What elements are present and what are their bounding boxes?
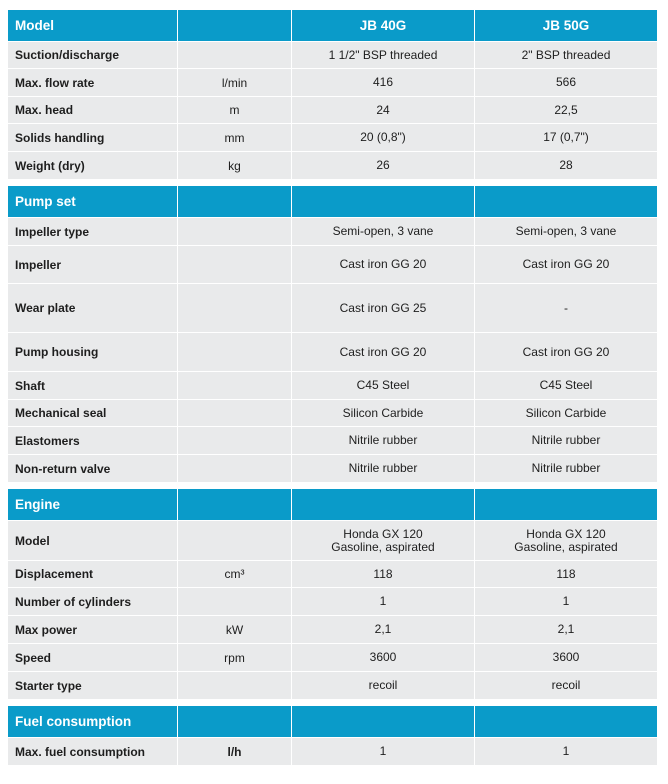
row-unit [178, 284, 292, 333]
row-label: Max. head [8, 97, 178, 124]
table-row [8, 97, 658, 124]
row-label: Number of cylinders [8, 588, 178, 616]
table-row [8, 644, 658, 672]
table-row [8, 152, 658, 180]
row-value-jb40g: 118 [292, 561, 475, 588]
table-row [8, 672, 658, 700]
fuel-title: Fuel consumption [8, 706, 178, 738]
table-row [8, 69, 658, 97]
table-row [8, 588, 658, 616]
table-row [8, 218, 658, 246]
row-label: Pump housing [8, 333, 178, 372]
pump-set-header-row [8, 186, 658, 218]
row-label: Starter type [8, 672, 178, 700]
model-header-unit [178, 10, 292, 42]
row-unit: rpm [178, 644, 292, 672]
row-label: Non-return valve [8, 455, 178, 483]
table-row [8, 561, 658, 588]
row-label: Model [8, 521, 178, 561]
row-value-jb40g: Nitrile rubber [292, 427, 475, 455]
row-value-jb40g: 2,1 [292, 616, 475, 644]
row-value-jb40g: 416 [292, 69, 475, 97]
row-value-jb40g: 1 [292, 738, 475, 766]
row-unit [178, 246, 292, 284]
row-label: Wear plate [8, 284, 178, 333]
row-unit [178, 672, 292, 700]
table-row [8, 455, 658, 483]
fuel-header-row [8, 706, 658, 738]
engine-model-line2: Gasoline, aspirated [514, 539, 618, 554]
row-unit [178, 400, 292, 427]
row-label: Displacement [8, 561, 178, 588]
row-value-jb50g: Nitrile rubber [475, 427, 658, 455]
row-label: Max power [8, 616, 178, 644]
row-unit [178, 588, 292, 616]
row-value-jb40g: Nitrile rubber [292, 455, 475, 483]
row-unit: cm³ [178, 561, 292, 588]
model-header-jb50g: JB 50G [475, 10, 658, 42]
row-label: Suction/discharge [8, 42, 178, 69]
engine-model-line1: Honda GX 120 [526, 526, 606, 541]
row-unit [178, 427, 292, 455]
row-label: Weight (dry) [8, 152, 178, 180]
row-label: Max. flow rate [8, 69, 178, 97]
row-unit [178, 218, 292, 246]
row-unit [178, 42, 292, 69]
table-row [8, 400, 658, 427]
row-unit: l/h [178, 738, 292, 766]
row-value-jb40g: 24 [292, 97, 475, 124]
row-value-jb40g [292, 521, 475, 561]
engine-title: Engine [8, 489, 178, 521]
row-value-jb50g: 566 [475, 69, 658, 97]
row-value-jb40g: 26 [292, 152, 475, 180]
row-value-jb50g: recoil [475, 672, 658, 700]
row-value-jb40g: 3600 [292, 644, 475, 672]
row-label: Solids handling [8, 124, 178, 152]
row-value-jb40g: Cast iron GG 25 [292, 284, 475, 333]
row-value-jb50g: Nitrile rubber [475, 455, 658, 483]
row-value-jb50g: 17 (0,7") [475, 124, 658, 152]
table-row [8, 284, 658, 333]
row-label: Impeller [8, 246, 178, 284]
row-label: Shaft [8, 372, 178, 400]
row-value-jb50g: 28 [475, 152, 658, 180]
row-label: Speed [8, 644, 178, 672]
row-unit: kW [178, 616, 292, 644]
row-label: Max. fuel consumption [8, 738, 178, 766]
row-label: Mechanical seal [8, 400, 178, 427]
row-label: Impeller type [8, 218, 178, 246]
row-unit [178, 455, 292, 483]
row-value-jb40g: recoil [292, 672, 475, 700]
table-row [8, 124, 658, 152]
table-row [8, 246, 658, 284]
row-value-jb50g: 1 [475, 738, 658, 766]
row-value-jb50g: 2,1 [475, 616, 658, 644]
model-header-row [8, 10, 658, 42]
row-unit: l/min [178, 69, 292, 97]
row-unit: m [178, 97, 292, 124]
table-row [8, 427, 658, 455]
row-unit: mm [178, 124, 292, 152]
row-value-jb40g: 1 [292, 588, 475, 616]
row-value-jb50g: Semi-open, 3 vane [475, 218, 658, 246]
row-value-jb50g: C45 Steel [475, 372, 658, 400]
model-header-jb40g: JB 40G [292, 10, 475, 42]
row-unit: kg [178, 152, 292, 180]
row-unit [178, 333, 292, 372]
row-value-jb50g [475, 521, 658, 561]
row-value-jb50g: Silicon Carbide [475, 400, 658, 427]
row-value-jb50g: Cast iron GG 20 [475, 246, 658, 284]
row-unit [178, 372, 292, 400]
model-header-label: Model [8, 10, 178, 42]
row-value-jb40g: C45 Steel [292, 372, 475, 400]
engine-header-row [8, 489, 658, 521]
row-value-jb40g: Cast iron GG 20 [292, 246, 475, 284]
row-unit [178, 521, 292, 561]
row-value-jb50g: - [475, 284, 658, 333]
row-value-jb50g: 118 [475, 561, 658, 588]
table-row [8, 42, 658, 69]
row-value-jb50g: 1 [475, 588, 658, 616]
row-value-jb40g: Cast iron GG 20 [292, 333, 475, 372]
table-row [8, 521, 658, 561]
pump-set-title: Pump set [8, 186, 178, 218]
engine-model-line2: Gasoline, aspirated [331, 539, 435, 554]
table-row [8, 372, 658, 400]
row-value-jb40g: 20 (0,8") [292, 124, 475, 152]
row-label: Elastomers [8, 427, 178, 455]
row-value-jb50g: 2" BSP threaded [475, 42, 658, 69]
row-value-jb40g: Semi-open, 3 vane [292, 218, 475, 246]
row-value-jb50g: 3600 [475, 644, 658, 672]
table-row [8, 616, 658, 644]
table-row [8, 333, 658, 372]
table-row [8, 738, 658, 766]
engine-model-line1: Honda GX 120 [343, 526, 423, 541]
row-value-jb40g: 1 1/2" BSP threaded [292, 42, 475, 69]
row-value-jb50g: 22,5 [475, 97, 658, 124]
row-value-jb40g: Silicon Carbide [292, 400, 475, 427]
spec-table [8, 10, 658, 766]
row-value-jb50g: Cast iron GG 20 [475, 333, 658, 372]
